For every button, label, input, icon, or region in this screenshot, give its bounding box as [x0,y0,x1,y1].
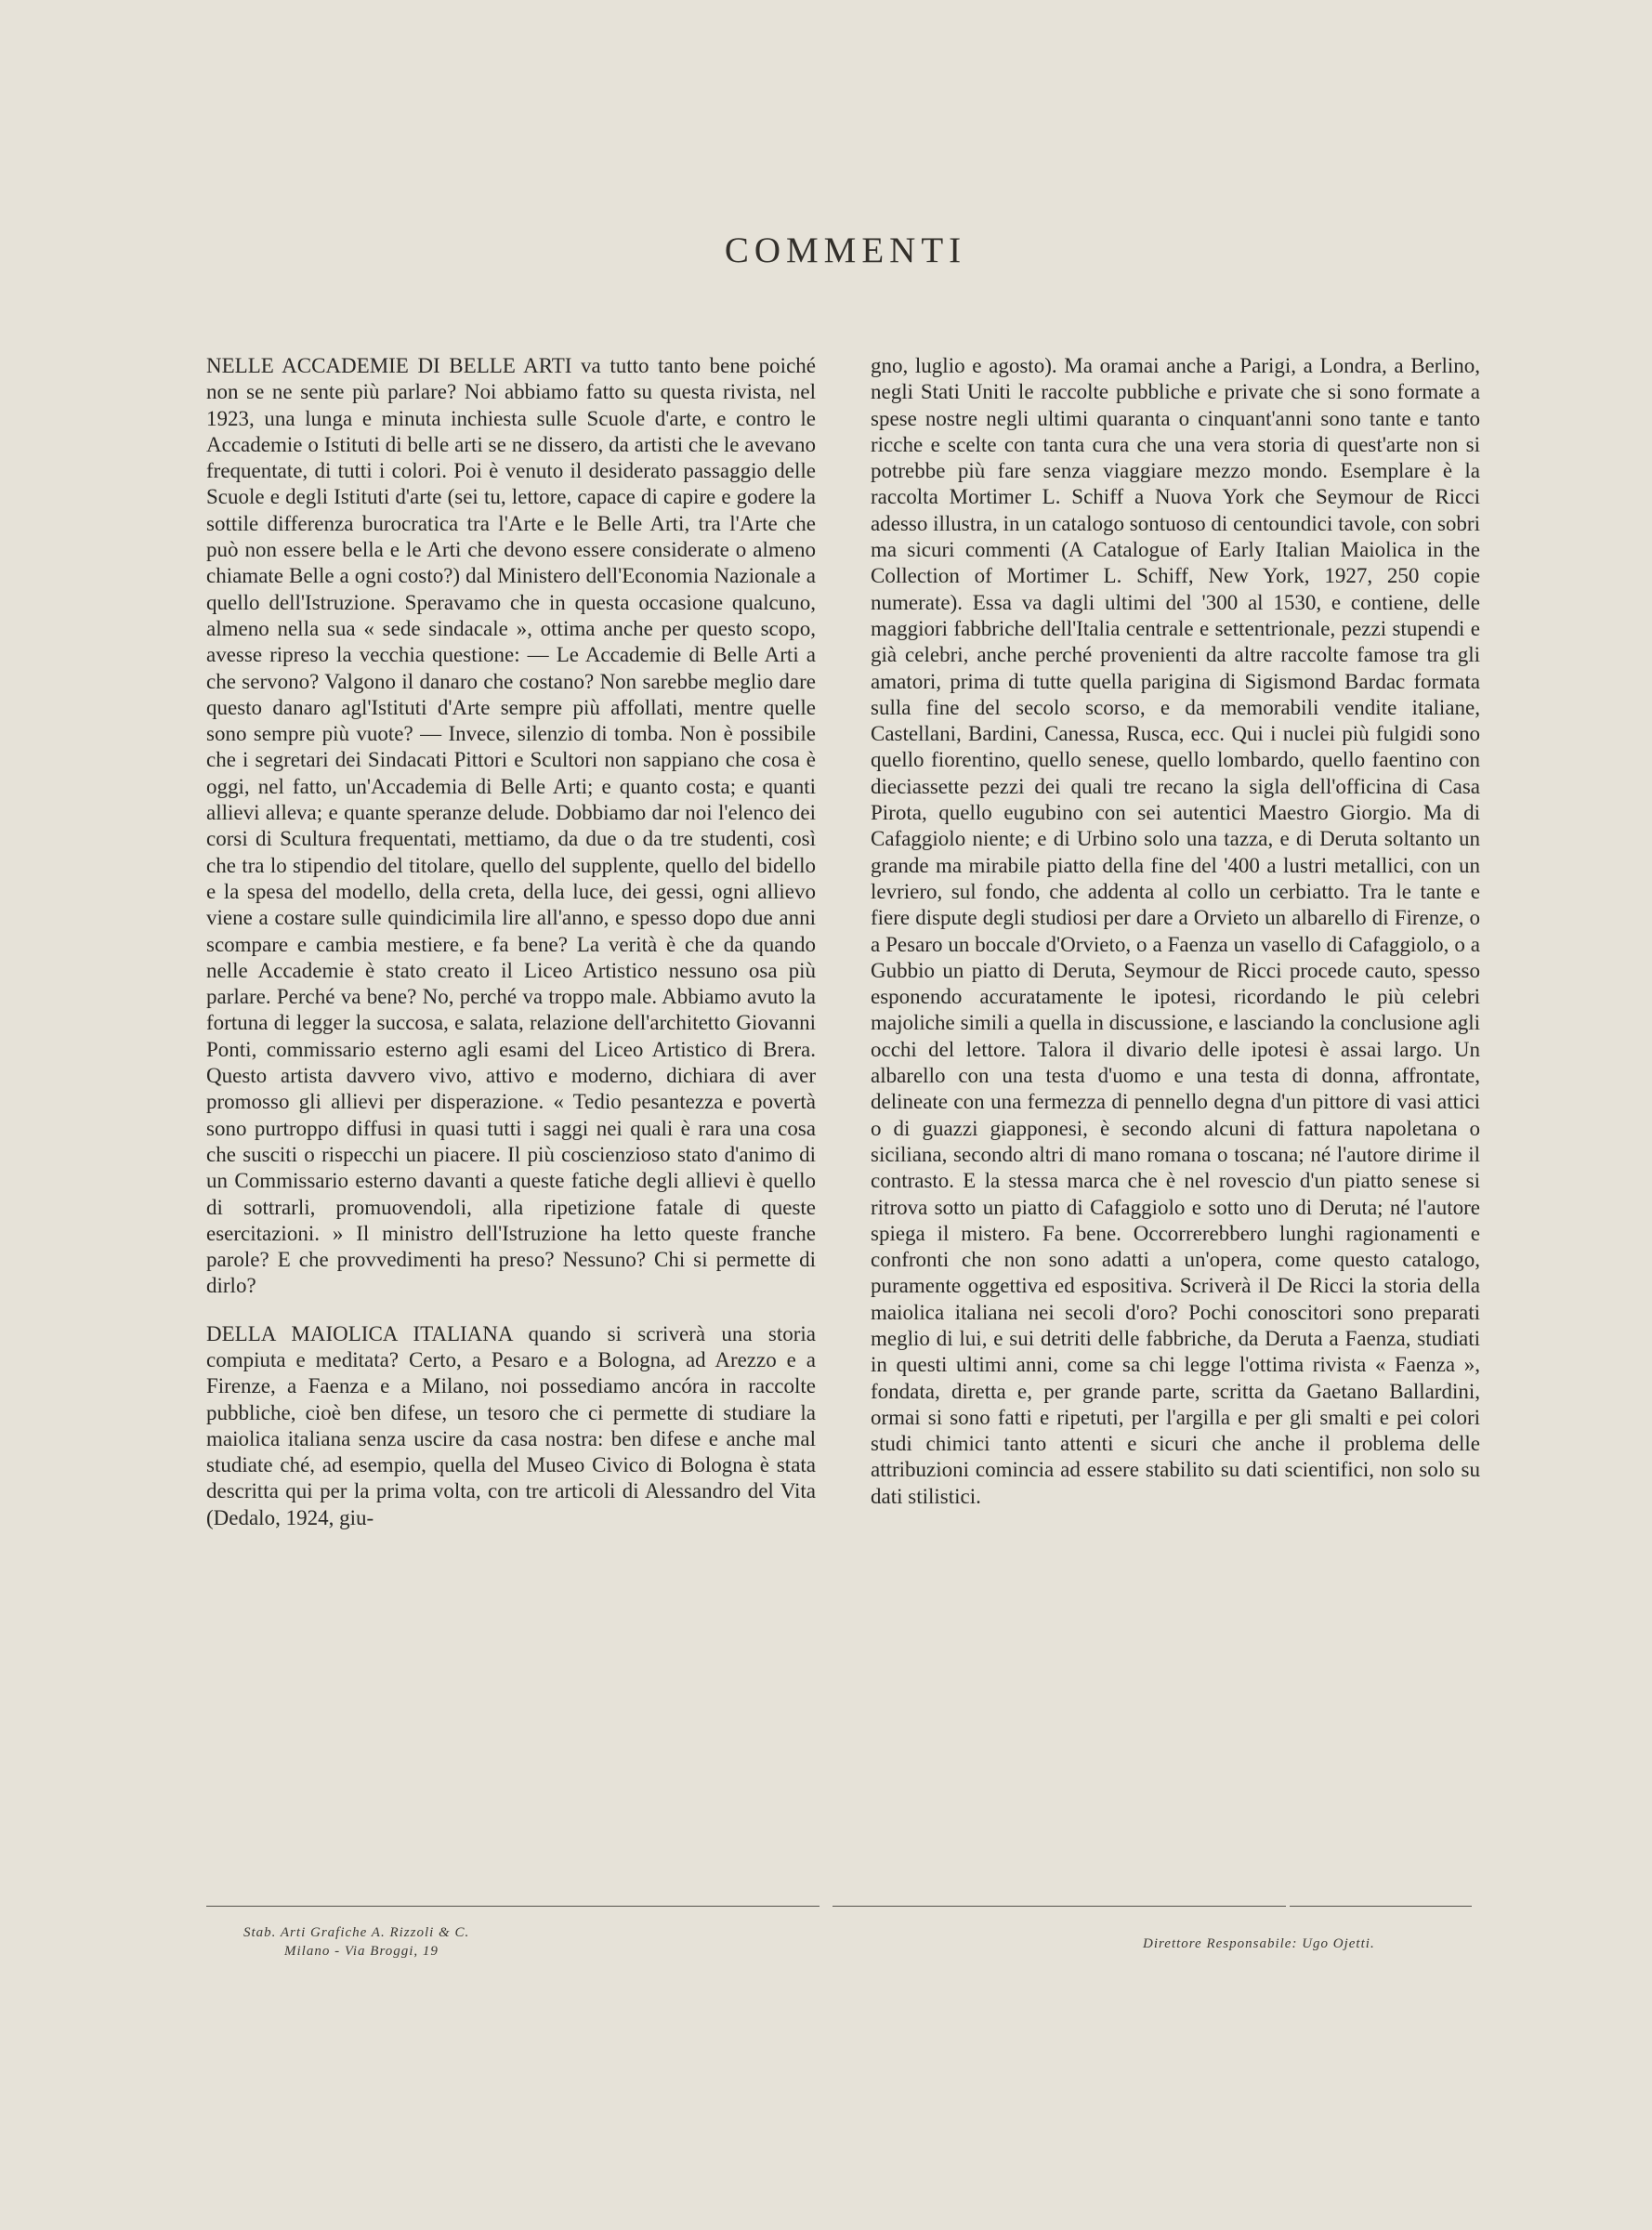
page-title: COMMENTI [724,230,967,270]
director-credit: Direttore Responsabile: Ugo Ojetti. [1143,1936,1375,1951]
footer-rule-left [206,1906,819,1907]
left-column [206,353,816,1531]
article-maiolica-continued: gno, luglio e agosto). Ma oramai anche a Parigi, a Londra, a Berlino, negli Stati Uniti le raccolte pubbliche e private che si sono formate a spese nostre negli ultimi quaranta o cinquant'anni sono tante e tanto ricche e scelte con tanta cura che una vera storia di quest'arte non si potrebbe più fare senza viaggiare mezzo mondo. Esemplare è la raccolta Mortimer L. Schiff a Nuova York che Seymour de Ricci adesso illustra, in un catalogo sontuoso di centoundici tavole, con sobri ma sicuri commenti (A Catalogue of Early Italian Maiolica in the Collection of Mortimer L. Schiff, New York, 1927, 250 copie numerate). Essa va dagli ultimi del '300 al 1530, e contiene, delle maggiori fabbriche dell'Italia centrale e settentrionale, pezzi stupendi e già celebri, anche perché provenienti da altre raccolte famose tra gli amatori, prima di tutte quella parigina di Sigismond Bardac formata sulla fine del secolo scorso, e da memorabili vendite italiane, Castellani, Bardini, Canessa, Rusca, ecc. Qui i nuclei più fulgidi sono quello fiorentino, quello senese, quello lombardo, quello faentino con dieciassette pezzi dei quali tre recano la sigla dell'officina di Casa Pirota, quello eugubino con sei autentici Maestro Giorgio. Ma di Cafaggiolo niente; e di Urbino solo una tazza, e di Deruta soltanto un grande ma mirabile piatto della fine del '400 a lustri metallici, con un levriero, sul fondo, che addenta al collo un cerbiatto. Tra le tante e fiere dispute degli studiosi per dare a Orvieto un albarello di Firenze, o a Pesaro un boccale d'Orvieto, o a Faenza un vasello di Cafaggiolo, o a Gubbio un piatto di Deruta, Seymour de Ricci procede cauto, spesso esponendo accuratamente le ipotesi, ricordando le più celebri majoliche simili a quella in discussione, e lasciando la conclusione agli occhi del lettore. Talora il divario delle ipotesi è assai largo. Un albarello con una testa d'uomo e una testa di donna, affrontate, delineate con una fermezza di pennello degna d'un pittore di vasi attici o di guazzi giapponesi, è secondo alcuni di fattura napoletana o siciliana, secondo altri di mano romana o toscana; né l'autore dirime il contrasto. E la stessa marca che è nel rovescio d'un piatto senese si ritrova sotto un piatto di Cafaggiolo e sotto uno di Deruta; né l'autore spiega il mistero. Fa bene. Occorrerebbero lunghi ragionamenti e confronti che non sono adatti a un'opera, come questo catalogo, puramente oggettiva ed espositiva. Scriverà il De Ricci la storia della maiolica italiana nei secoli d'oro? Pochi conoscitori sono preparati meglio di lui, e sui detriti delle fabbriche, da Deruta a Faenza, studiati in questi ultimi anni, come sa chi legge l'ottima rivista « Faenza », fondata, diretta e, per grande parte, scritta da Gaetano Ballardini, ormai si sono fatti e ripetuti, per l'argilla e per gli smalti e pei colori studi chimici tanto attenti e sicuri che anche il problema delle attribuzioni comincia ad essere stabilito su dati scientifici, non solo su dati stilistici. [871,354,1480,1508]
article-accademie: NELLE ACCADEMIE DI BELLE ARTI va tutto tanto bene poiché non se ne sente più parlare? Noi abbiamo fatto su questa rivista, nel 1923, una lunga e minuta inchiesta sulle Scuole d'arte, e contro le Accademie o Istituti di belle arti se ne dissero, da artisti che le avevano frequentate, di tutti i colori. Poi è venuto il desiderato passaggio delle Scuole e degli Istituti d'arte (sei tu, lettore, capace di capire e godere la sottile differenza burocratica tra l'Arte e le Belle Arti, tra l'Arte che può non essere bella e le Arti che devono essere considerate o almeno chiamate Belle a ogni costo?) dal Ministero dell'Economia Nazionale a quello dell'Istruzione. Speravamo che in questa occasione qualcuno, almeno nella sua « sede sindacale », ottima anche per questo scopo, avesse ripreso la vecchia questione: — Le Accademie di Belle Arti a che servono? Valgono il danaro che costano? Non sarebbe meglio dare questo danaro agl'Istituti d'Arte sempre più affollati, mentre quelle sono sempre più vuote? — Invece, silenzio di tomba. Non è possibile che i segretari dei Sindacati Pittori e Scultori non sappiano che cosa è oggi, nel fatto, un'Accademia di Belle Arti; e quanto costa; e quanti allievi alleva; e quante speranze delude. Dobbiamo dar noi l'elenco dei corsi di Scultura frequentati, mettiamo, da due o da tre studenti, così che tra lo stipendio del titolare, quello del supplente, quello del bidello e la spesa del modello, della creta, della luce, dei gessi, ogni allievo viene a costare sulle quindicimila lire all'anno, e spesso dopo due anni scompare e cambia mestiere, e fa bene? La verità è che da quando nelle Accademie è stato creato il Liceo Artistico nessuno osa più parlare. Perché va bene? No, perché va troppo male. Abbiamo avuto la fortuna di legger la succosa, e salata, relazione dell'architetto Giovanni Ponti, commissario esterno agli esami del Liceo Artistico di Brera. Questo artista davvero vivo, attivo e moderno, dichiara di aver promosso gli allievi per disperazione. « Tedio pesantezza e povertà sono purtroppo diffusi in quasi tutti i saggi nei quali è rara una cosa che susciti o rispecchi un piacere. Il più coscienzioso stato d'animo di un Commissario esterno davanti a queste fatiche degli allievi è quello di sottrarli, promuovendoli, alla ripetizione fatale di queste esercitazioni. » Il ministro dell'Istruzione ha letto queste franche parole? E che provvedimenti ha preso? Nessuno? Chi si permette di dirlo? [206,354,816,1298]
footer-rule-middle [833,1906,1286,1907]
printer-imprint [243,1923,469,1961]
printer-line-1: Stab. Arti Grafiche A. Rizzoli & C. [243,1925,470,1940]
right-column [871,353,1480,1510]
footer-rule-right [1290,1906,1472,1907]
article-maiolica: DELLA MAIOLICA ITALIANA quando si scriverà una storia compiuta e meditata? Certo, a Pesaro e a Bologna, ad Arezzo e a Firenze, a Faenza e a Milano, noi possediamo ancóra in raccolte pubbliche, cioè ben difese, un tesoro che ci permette di studiare la maiolica italiana senza uscire da casa nostra: ben difese e anche mal studiate ché, ad esempio, quella del Museo Civico di Bologna è stata descritta qui per la prima volta, con tre articoli di Alessandro del Vita (Dedalo, 1924, giu- [206,1321,816,1529]
printer-line-2: Milano - Via Broggi, 19 [284,1944,439,1959]
